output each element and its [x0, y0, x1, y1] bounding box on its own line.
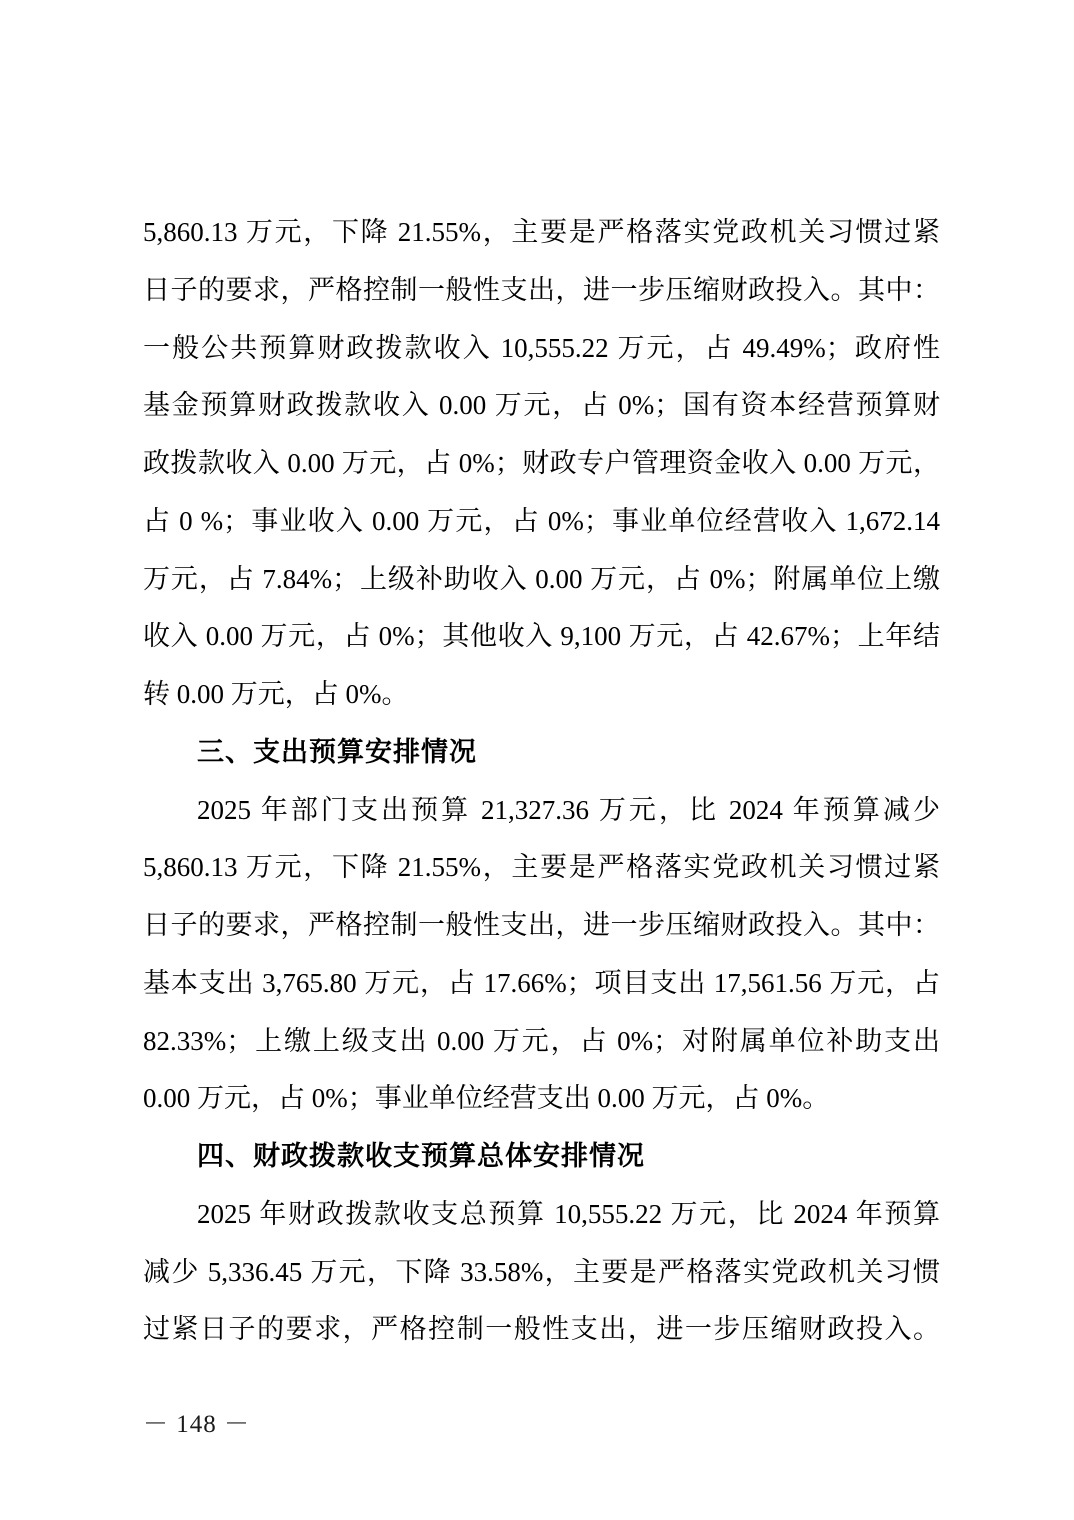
document-body	[143, 204, 940, 1359]
body-line: 过紧日子的要求，严格控制一般性支出，进一步压缩财政投入。	[143, 1314, 940, 1345]
body-line: 一般公共预算财政拨款收入 10,555.22 万元，占 49.49%；政府性	[143, 332, 940, 363]
body-line: 日子的要求，严格控制一般性支出，进一步压缩财政投入。其中：	[143, 274, 940, 305]
body-line: 日子的要求，严格控制一般性支出，进一步压缩财政投入。其中：	[143, 910, 940, 940]
body-line: 5,860.13 万元，下降 21.55%，主要是严格落实党政机关习惯过紧	[143, 217, 940, 247]
page-footer	[143, 1408, 250, 1442]
body-line: 减少 5,336.45 万元，下降 33.58%，主要是严格落实党政机关习惯	[143, 1256, 940, 1287]
body-line: 政拨款收入 0.00 万元，占 0%；财政专户管理资金收入 0.00 万元，	[143, 448, 940, 478]
body-line: 0.00 万元，占 0%；事业单位经营支出 0.00 万元，占 0%。	[143, 1083, 830, 1114]
body-line: 转 0.00 万元，占 0%。	[143, 679, 409, 709]
page-number: － 148 －	[143, 1411, 251, 1438]
body-line: 占 0 %；事业收入 0.00 万元，占 0%；事业单位经营收入 1,672.14	[143, 505, 940, 536]
section-heading-4: 四、财政拨款收支预算总体安排情况	[197, 1141, 645, 1171]
body-line: 2025 年财政拨款收支总预算 10,555.22 万元，比 2024 年预算	[197, 1198, 940, 1229]
body-line: 2025 年部门支出预算 21,327.36 万元，比 2024 年预算减少	[197, 794, 940, 825]
body-line: 基本支出 3,765.80 万元，占 17.66%；项目支出 17,561.56 万元，占	[143, 967, 940, 998]
body-line: 收入 0.00 万元，占 0%；其他收入 9,100 万元，占 42.67%；上年结	[143, 621, 940, 652]
body-line: 5,860.13 万元，下降 21.55%，主要是严格落实党政机关习惯过紧	[143, 852, 940, 883]
section-heading-3: 三、支出预算安排情况	[197, 736, 477, 767]
body-line: 82.33%；上缴上级支出 0.00 万元，占 0%；对附属单位补助支出	[143, 1025, 940, 1056]
body-line: 万元，占 7.84%；上级补助收入 0.00 万元，占 0%；附属单位上缴	[143, 563, 940, 594]
body-line: 基金预算财政拨款收入 0.00 万元，占 0%；国有资本经营预算财	[143, 390, 940, 421]
